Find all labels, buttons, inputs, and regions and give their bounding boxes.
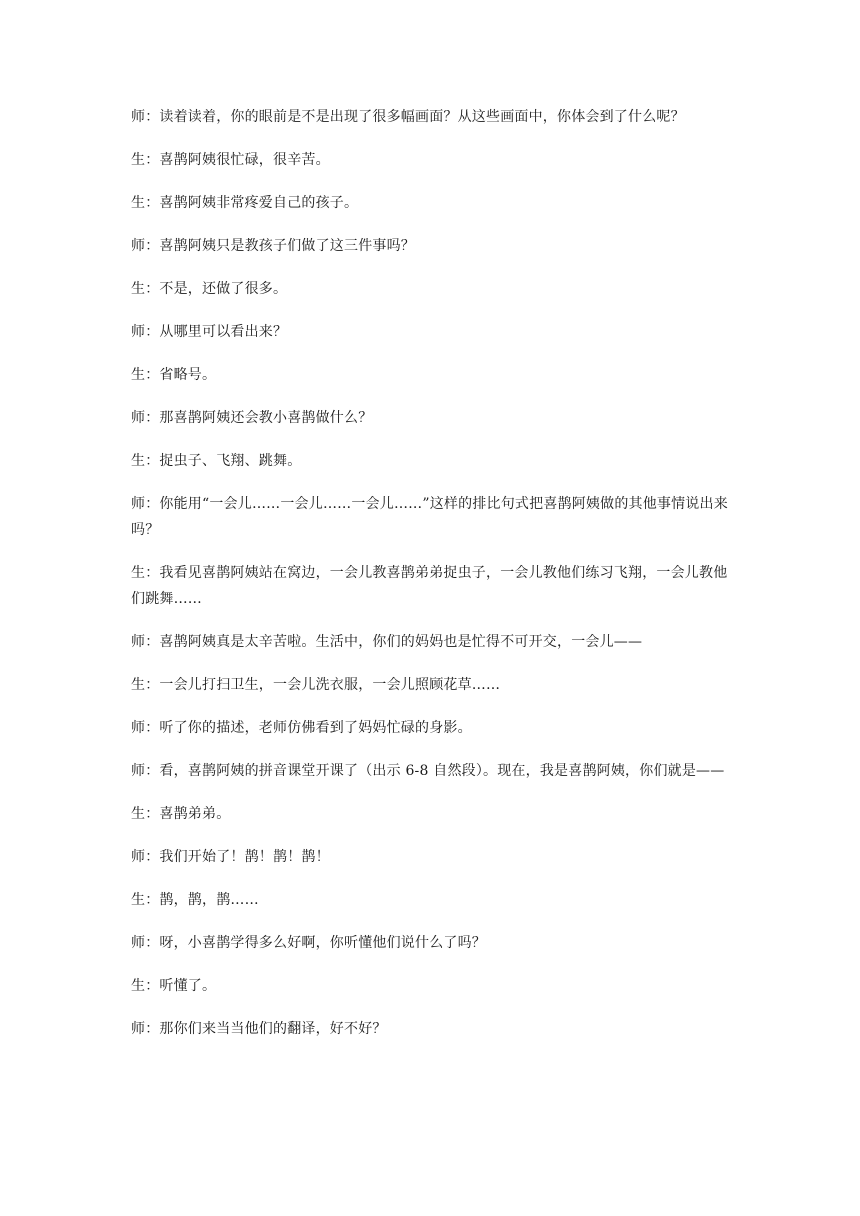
- dialogue-line: 师：看，喜鹊阿姨的拼音课堂开课了（出示 6-8 自然段）。现在，我是喜鹊阿姨，你们就是——: [131, 763, 725, 779]
- dialogue-line: 生：喜鹊阿姨很忙碌，很辛苦。: [131, 152, 330, 168]
- dialogue-transcript: [131, 104, 733, 1059]
- dialogue-line: 生：喜鹊弟弟。: [131, 806, 231, 822]
- dialogue-line: 师：你能用“一会儿……一会儿……一会儿……”这样的排比句式把喜鹊阿姨做的其他事情说出来吗？: [131, 496, 728, 538]
- dialogue-line: 师：喜鹊阿姨真是太辛苦啦。生活中，你们的妈妈也是忙得不可开交，一会儿——: [131, 634, 643, 650]
- dialogue-line: 师：那你们来当当他们的翻译，好不好？: [131, 1021, 387, 1037]
- dialogue-line: 生：省略号。: [131, 367, 217, 383]
- dialogue-line: 生：不是，还做了很多。: [131, 281, 288, 297]
- dialogue-line: 生：鹊，鹊，鹊……: [131, 892, 259, 908]
- dialogue-line: 师：听了你的描述，老师仿佛看到了妈妈忙碌的身影。: [131, 720, 472, 736]
- dialogue-line: 师：读着读着，你的眼前是不是出现了很多幅画面？从这些画面中，你体会到了什么呢？: [131, 109, 685, 125]
- dialogue-line: 生：听懂了。: [131, 978, 217, 994]
- dialogue-line: 师：从哪里可以看出来？: [131, 324, 288, 340]
- dialogue-line: 生：捉虫子、飞翔、跳舞。: [131, 453, 302, 469]
- dialogue-line: 师：呀，小喜鹊学得多么好啊，你听懂他们说什么了吗？: [131, 935, 486, 951]
- dialogue-line: 生：喜鹊阿姨非常疼爱自己的孩子。: [131, 195, 359, 211]
- dialogue-line: 生：我看见喜鹊阿姨站在窝边，一会儿教喜鹊弟弟捉虫子，一会儿教他们练习飞翔，一会儿教他们跳舞……: [131, 565, 728, 607]
- dialogue-line: 生：一会儿打扫卫生，一会儿洗衣服，一会儿照顾花草……: [131, 677, 501, 693]
- dialogue-line: 师：喜鹊阿姨只是教孩子们做了这三件事吗？: [131, 238, 415, 254]
- dialogue-line: 师：我们开始了！鹊！鹊！鹊！: [131, 849, 330, 865]
- dialogue-line: 师：那喜鹊阿姨还会教小喜鹊做什么？: [131, 410, 373, 426]
